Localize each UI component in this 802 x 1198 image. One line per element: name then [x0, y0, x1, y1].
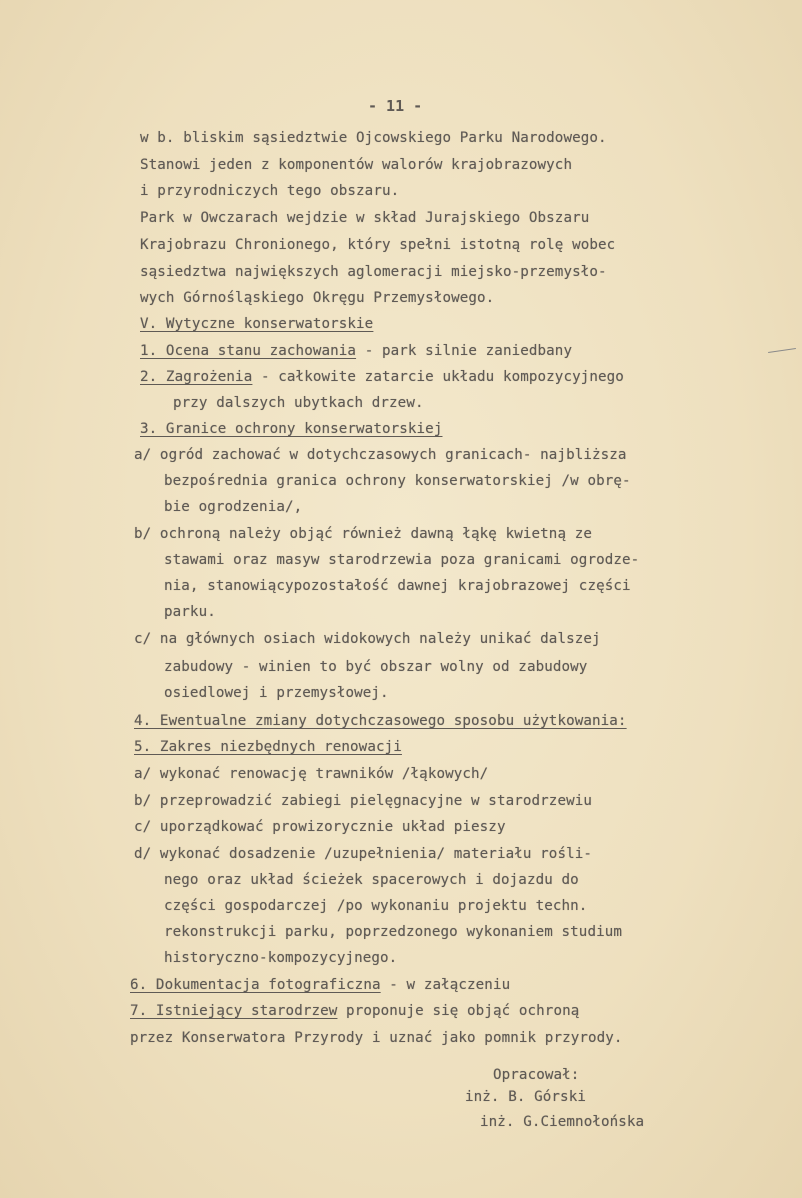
- paragraph-line: wych Górnośląskiego Okręgu Przemysłowego.: [140, 290, 495, 306]
- item-3-a: a/ ogród zachować w dotychczasowych granicach- najbliższa: [134, 447, 627, 463]
- item-5-heading: 5. Zakres niezbędnych renowacji: [134, 739, 402, 755]
- item-5-d: d/ wykonać dosadzenie /uzupełnienia/ materiału rośli-: [134, 846, 593, 862]
- item-3-c: zabudowy - winien to być obszar wolny od zabudowy: [164, 659, 588, 675]
- item-5-c: c/ uporządkować prowizorycznie układ pieszy: [134, 819, 506, 835]
- paragraph-line: i przyrodniczych tego obszaru.: [140, 183, 400, 199]
- paragraph-line: Krajobrazu Chronionego, który spełni istotną rolę wobec: [140, 237, 616, 253]
- item-1: [140, 343, 572, 359]
- item-1-heading: 1. Ocena stanu zachowania: [140, 343, 357, 359]
- item-5-d: historyczno-kompozycyjnego.: [164, 950, 398, 966]
- margin-pencil-mark: [768, 348, 796, 353]
- paragraph-line: Stanowi jeden z komponentów walorów krajobrazowych: [140, 157, 573, 173]
- item-7-heading: 7. Istniejący starodrzew: [130, 1003, 338, 1019]
- item-5-d: części gospodarczej /po wykonaniu projektu techn.: [164, 898, 588, 914]
- item-5-b: b/ przeprowadzić zabiegi pielęgnacyjne w starodrzewiu: [134, 793, 593, 809]
- item-3-c: osiedlowej i przemysłowej.: [164, 685, 389, 701]
- item-2: [140, 369, 624, 385]
- item-5-d: rekonstrukcji parku, poprzedzonego wykonaniem studium: [164, 924, 623, 940]
- paragraph-line: Park w Owczarach wejdzie w skład Jurajskiego Obszaru: [140, 210, 590, 226]
- item-1-text: - park silnie zaniedbany: [356, 343, 573, 359]
- item-7-cont: przez Konserwatora Przyrody i uznać jako pomnik przyrody.: [130, 1030, 623, 1046]
- item-3-c: c/ na głównych osiach widokowych należy unikać dalszej: [134, 631, 601, 647]
- item-5-a: a/ wykonać renowację trawników /łąkowych/: [134, 766, 489, 782]
- item-3-b: stawami oraz masyw starodrzewia poza granicami ogrodze-: [164, 552, 640, 568]
- signature-label: Opracował:: [493, 1067, 580, 1083]
- item-3-b: parku.: [164, 604, 216, 620]
- item-2-heading: 2. Zagrożenia: [140, 369, 253, 385]
- item-3-a: bie ogrodzenia/,: [164, 499, 303, 515]
- paragraph-line: w b. bliskim sąsiedztwie Ojcowskiego Parku Narodowego.: [140, 130, 607, 146]
- item-7-text: proponuje się objąć ochroną: [337, 1003, 580, 1019]
- item-3-b: b/ ochroną należy objąć również dawną łąkę kwietną ze: [134, 526, 593, 542]
- item-7: [130, 1003, 579, 1019]
- paragraph-line: sąsiedztwa największych aglomeracji miejsko-przemysło-: [140, 264, 607, 280]
- item-6-text: - w załączeniu: [380, 977, 511, 993]
- item-2-cont: przy dalszych ubytkach drzew.: [173, 395, 424, 411]
- item-2-text: - całkowite zatarcie układu kompozycyjnego: [252, 369, 624, 385]
- item-3-b: nia, stanowiącypozostałość dawnej krajobrazowej części: [164, 578, 631, 594]
- item-5-d: nego oraz układ ścieżek spacerowych i dojazdu do: [164, 872, 579, 888]
- item-6-heading: 6. Dokumentacja fotograficzna: [130, 977, 381, 993]
- item-3-a: bezpośrednia granica ochrony konserwatorskiej /w obrę-: [164, 473, 631, 489]
- item-4-heading: 4. Ewentualne zmiany dotychczasowego sposobu użytkowania:: [134, 713, 627, 729]
- signature-author: inż. B. Górski: [465, 1089, 586, 1105]
- item-6: [130, 977, 510, 993]
- page-number: - 11 -: [368, 97, 423, 115]
- section-heading: V. Wytyczne konserwatorskie: [140, 316, 374, 332]
- item-3-heading: 3. Granice ochrony konserwatorskiej: [140, 421, 443, 437]
- signature-author: inż. G.Ciemnołońska: [480, 1114, 645, 1130]
